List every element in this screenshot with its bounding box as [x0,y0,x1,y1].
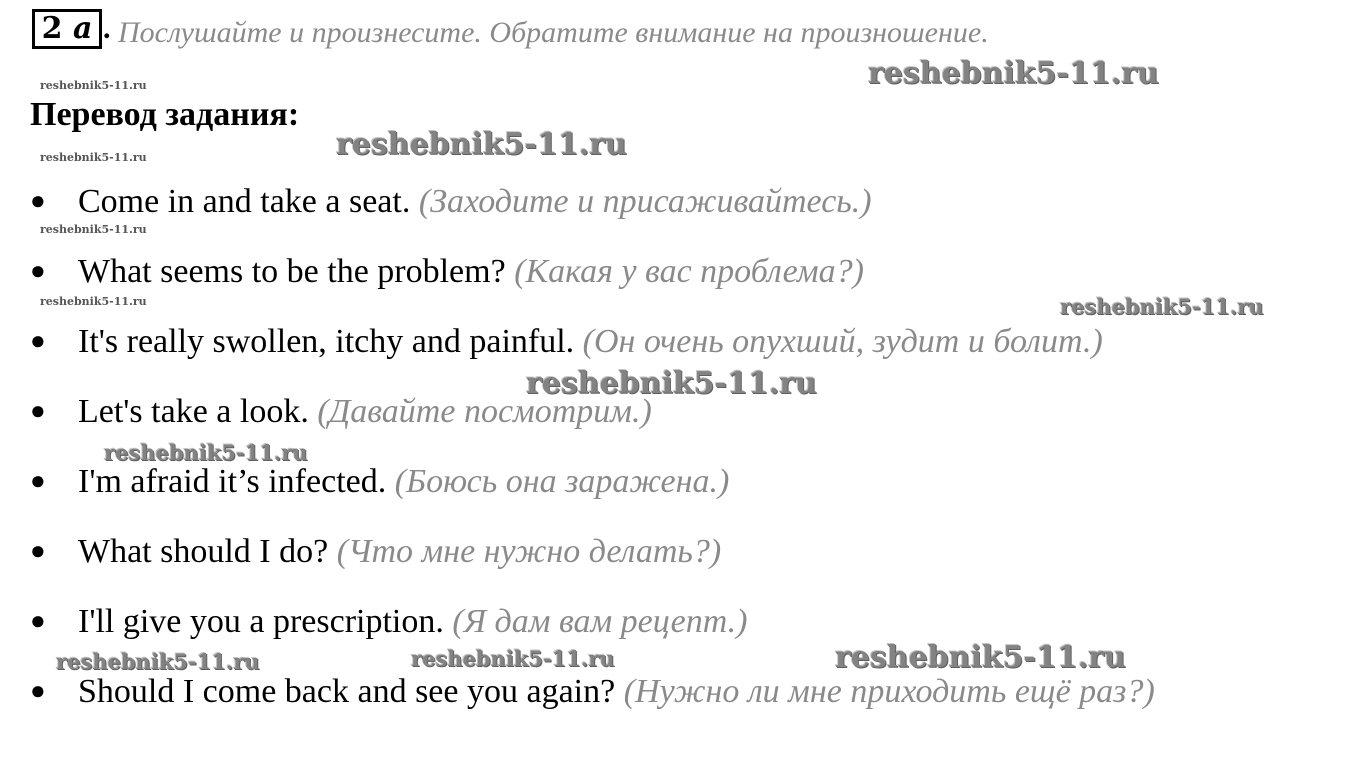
item-translation: (Боюсь она заражена.) [394,463,730,500]
item-translation: (Что мне нужно делать?) [336,533,722,570]
bullet-icon: ● [30,536,46,566]
task-number: 2 [41,11,63,46]
watermark: reshebnik5-11.ru [526,366,817,401]
watermark: reshebnik5-11.ru [868,56,1159,91]
item-english: I'm afraid it’s infected. [78,463,387,500]
item-english: I'll give you a prescription. [78,603,444,640]
item-english: It's really swollen, itchy and painful. [78,323,575,360]
list-item [30,533,721,571]
watermark: reshebnik5-11.ru [40,295,147,308]
watermark: reshebnik5-11.ru [40,151,147,164]
bullet-icon: ● [30,396,46,426]
task-number-box [32,9,102,49]
list-item [30,673,1155,711]
list-item [30,603,747,641]
list-item [30,183,872,221]
item-english: What seems to be the problem? [78,253,506,290]
bullet-icon: ● [30,676,46,706]
bullet-icon: ● [30,606,46,636]
bullet-icon: ● [30,186,46,216]
item-translation: (Заходите и присаживайтесь.) [418,183,872,220]
list-item [30,463,729,501]
watermark: reshebnik5-11.ru [56,649,260,674]
watermark: reshebnik5-11.ru [336,127,627,162]
item-english: What should I do? [78,533,329,570]
task-letter: a [72,11,93,46]
bullet-icon: ● [30,256,46,286]
watermark: reshebnik5-11.ru [1060,294,1264,319]
watermark: reshebnik5-11.ru [40,79,147,92]
item-translation: (Я дам вам рецепт.) [452,603,748,640]
list-item [30,323,1103,361]
item-translation: (Какая у вас проблема?) [514,253,864,290]
watermark: reshebnik5-11.ru [40,223,147,236]
watermark: reshebnik5-11.ru [835,640,1126,675]
bullet-icon: ● [30,466,46,496]
list-item [30,253,864,291]
item-english: Come in and take a seat. [78,183,411,220]
item-english: Let's take a look. [78,393,309,430]
section-title: Перевод задания: [30,96,300,133]
item-translation: (Нужно ли мне приходить ещё раз?) [623,673,1155,710]
item-english: Should I come back and see you again? [78,673,616,710]
watermark: reshebnik5-11.ru [104,440,308,465]
task-instruction: Послушайте и произнесите. Обратите внимание на произношение. [118,16,989,49]
watermark: reshebnik5-11.ru [411,646,615,671]
item-translation: (Он очень опухший, зудит и болит.) [582,323,1103,360]
bullet-icon: ● [30,326,46,356]
task-dot: . [103,12,111,45]
item-translation: (Давайте посмотрим.) [317,393,652,430]
